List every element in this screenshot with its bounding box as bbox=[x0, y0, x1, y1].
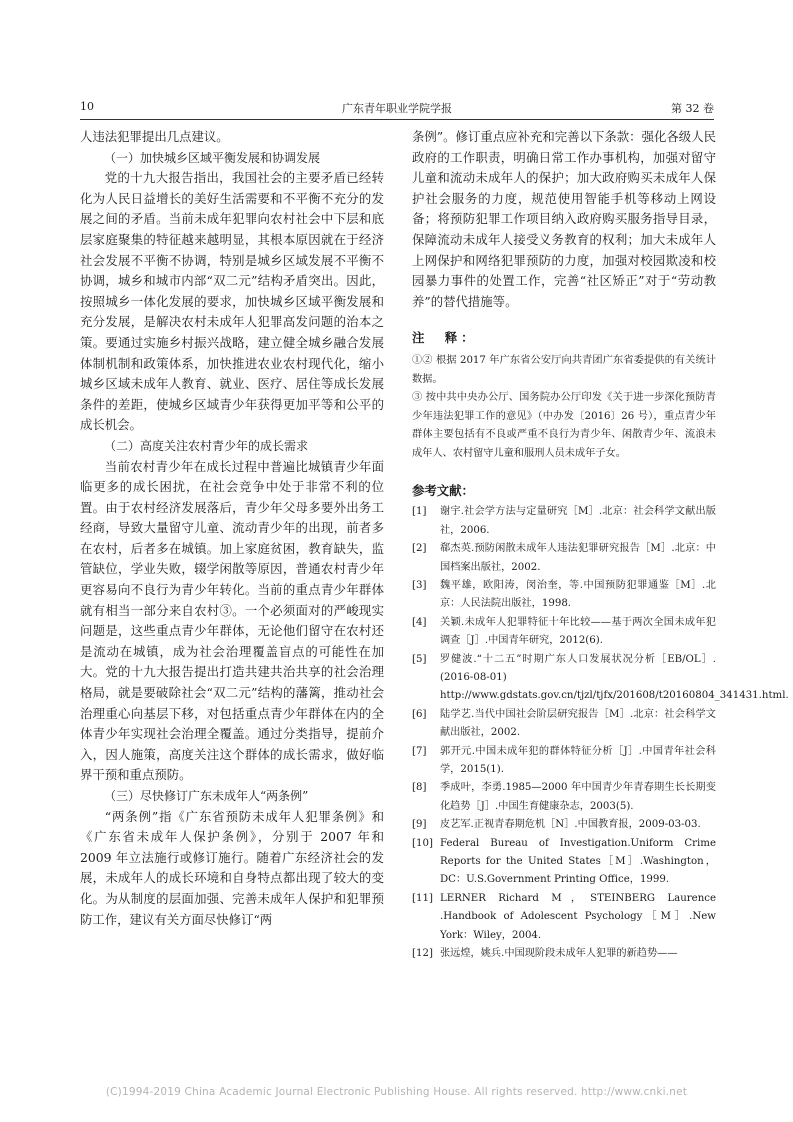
notes-heading: 注 释： bbox=[412, 330, 478, 346]
reference-item bbox=[412, 835, 716, 890]
reference-number: [6] bbox=[412, 708, 427, 720]
reference-number: [5] bbox=[412, 653, 427, 665]
reference-item bbox=[412, 779, 716, 816]
left-column bbox=[80, 127, 384, 930]
reference-text: 张远煌，姚兵.中国现阶段未成年人犯罪的新趋势—— bbox=[440, 948, 678, 960]
reference-text: Federal Bureau of Investigation.Uniform Crime Reports for the United States［M］.Washington，DC：U.S.Government Printing Office，1999. bbox=[440, 837, 716, 886]
reference-number: [2] bbox=[412, 543, 427, 555]
reference-text: 陆学艺.当代中国社会阶层研究报告［M］.北京：社会科学文献出版社，2002. bbox=[440, 708, 716, 739]
reference-item bbox=[412, 503, 716, 540]
reference-number: [11] bbox=[412, 892, 433, 904]
reference-text: 季成叶，李勇.1985—2000 年中国青少年青春期生长长期变化趋势［J］.中国生育健康杂志，2003(5). bbox=[440, 782, 716, 812]
reference-item bbox=[412, 890, 716, 945]
paragraph: 条例”。修订重点应补充和完善以下条款：强化各级人民政府的工作职责，明确日常工作办事机构，加强对留守儿童和流动未成年人的保护；加大政府购买未成年人保护社会服务的力度，规范使用智能手机等移动上网设备；将预防犯罪工作项目纳入政府购买服务指导目录，保障流动未成年人接受义务教育的权利；加大未成年人上网保护和网络犯罪预防的力度，加强对校园欺凌和校园暴力事件的处置工作，完善“社区矫正”对于“劳动教养”的替代措施等。 bbox=[412, 129, 716, 309]
paragraph: 党的十九大报告指出，我国社会的主要矛盾已经转化为人民日益增长的美好生活需要和不平衡不充分的发展之间的矛盾。当前未成年犯罪向农村社会中下层和底层家庭聚集的特征越来越明显，其根本原因就在于经济社会发展不平衡不协调，特别是城乡区域发展不平衡不协调，城乡和城市内部“双二元”结构矛盾突出。因此，按照城乡一体化发展的要求，加快城乡区域平衡发展和充分发展，是解决农村未成年人犯罪高发问题的治本之策。要通过实施乡村振兴战略，建立健全城乡融合发展体制机制和政策体系，加快推进农业农村现代化，缩小城乡区域未成年人教育、就业、医疗、居住等成长发展条件的差距，使城乡区域青少年获得更加平等和公平的成长机会。 bbox=[80, 170, 384, 433]
reference-item bbox=[412, 651, 789, 706]
reference-number: [8] bbox=[412, 782, 427, 794]
reference-list bbox=[412, 503, 789, 963]
running-header bbox=[80, 100, 714, 116]
reference-text: 罗健波.“十二五”时期广东人口发展状况分析［EB/OL］.(2016-08-01) http://www.gdstats.gov.cn/tjzl/tjfx/201608/t20160804_341431.html. bbox=[440, 653, 789, 702]
reference-text: 郭开元.中国未成年犯的群体特征分析［J］.中国青年社会科学，2015(1). bbox=[440, 745, 716, 776]
reference-text: 郗杰英.预防闲散未成年人违法犯罪研究报告［M］.北京：中国档案出版社，2002. bbox=[440, 543, 716, 573]
reference-number: [1] bbox=[412, 506, 427, 518]
reference-text: 皮艺军.正视青春期危机［N］.中国教育报，2009-03-03. bbox=[440, 819, 701, 831]
reference-number: [7] bbox=[412, 745, 427, 757]
reference-text: 关颖.未成年人犯罪特征十年比较——基于两次全国未成年犯调查［J］.中国青年研究，2012(6). bbox=[440, 616, 716, 647]
reference-number: [10] bbox=[412, 837, 433, 849]
reference-text: LERNER Richard M，STEINBERG Laurence .Handbook of Adolescent Psychology［M］.New York：Wiley，2004. bbox=[440, 892, 716, 941]
reference-number: [4] bbox=[412, 616, 427, 628]
paragraph: “两条例”指《广东省预防未成年人犯罪条例》和《广东省未成年人保护条例》，分别于 2007 年和 2009 年立法施行或修订施行。随着广东经济社会的发展，未成年人的成长环境和自身特点都出现了较大的变化。为从制度的层面加强、完善未成年人保护和犯罪预防工作，建议有关方面尽快修订“两 bbox=[80, 808, 384, 927]
section-heading: （三）尽快修订广东未成年人“两条例” bbox=[104, 789, 309, 803]
reference-item bbox=[412, 706, 716, 743]
reference-item bbox=[412, 577, 716, 614]
reference-item bbox=[412, 816, 716, 834]
note-item: ③ 按中共中央办公厅、国务院办公厅印发《关于进一步深化预防青少年违法犯罪工作的意见》（中办发〔2016〕26 号），重点青少年群体主要包括有不良或严重不良行为青少年、闲散青少年、流浪未成年人、农村留守儿童和服刑人员未成年子女。 bbox=[412, 392, 716, 459]
references-heading: 参考文献： bbox=[412, 483, 474, 499]
paragraph: 当前农村青少年在成长过程中普遍比城镇青少年面临更多的成长困扰，在社会竞争中处于非常不利的位置。由于农村经济发展落后，青少年父母多要外出务工经商，导致大量留守儿童、流动青少年的出现，前者多在农村，后者多在城镇。加上家庭贫困，教育缺失，监管缺位，学业失败，辍学闲散等原因，普通农村青少年更容易向不良行为青少年转化。当前的重点青少年群体就有相当一部分来自农村③。一个必须面对的严峻现实问题是，这些重点青少年群体，无论他们留守在农村还是流动在城镇，成为社会治理覆盖盲点的可能性在加大。党的十九大报告提出打造共建共治共享的社会治理格局，就是要破除社会“双二元”结构的藩篱，推动社会治理重心向基层下移，对包括重点青少年群体在内的全体青少年实现社会治理全覆盖。通过分类指导，提前介入，因人施策，高度关注这个群体的成长需求，做好临界干预和重点预防。 bbox=[80, 458, 384, 783]
reference-number: [3] bbox=[412, 579, 427, 591]
section-heading: （一）加快城乡区域平衡发展和协调发展 bbox=[104, 150, 321, 165]
volume-label: 第 32 卷 bbox=[671, 102, 714, 115]
copyright-footer: (C)1994-2019 China Academic Journal Electronic Publishing House. All rights reserved. http://www.cnki.net bbox=[105, 1086, 688, 1098]
page-number: 10 bbox=[80, 100, 94, 113]
right-column bbox=[412, 127, 789, 964]
reference-item bbox=[412, 743, 716, 780]
reference-number: [12] bbox=[412, 948, 433, 960]
reference-item bbox=[412, 945, 716, 963]
note-item: ①② 根据 2017 年广东省公安厅向共青团广东省委提供的有关统计数据。 bbox=[412, 355, 716, 385]
reference-text: 谢宇.社会学方法与定量研究［M］.北京：社会科学文献出版社，2006. bbox=[440, 506, 716, 536]
reference-text: 魏平雄，欧阳涛，闵治奎，等.中国预防犯罪通鉴［M］.北京：人民法院出版社，1998. bbox=[440, 579, 716, 610]
section-heading: （二）高度关注农村青少年的成长需求 bbox=[104, 438, 309, 453]
paragraph: 人违法犯罪提出几点建议。 bbox=[80, 129, 229, 144]
reference-number: [9] bbox=[412, 819, 427, 831]
header-rule bbox=[80, 119, 714, 120]
reference-item bbox=[412, 540, 716, 577]
journal-title: 广东青年职业学院学报 bbox=[342, 102, 452, 115]
reference-item bbox=[412, 614, 716, 651]
